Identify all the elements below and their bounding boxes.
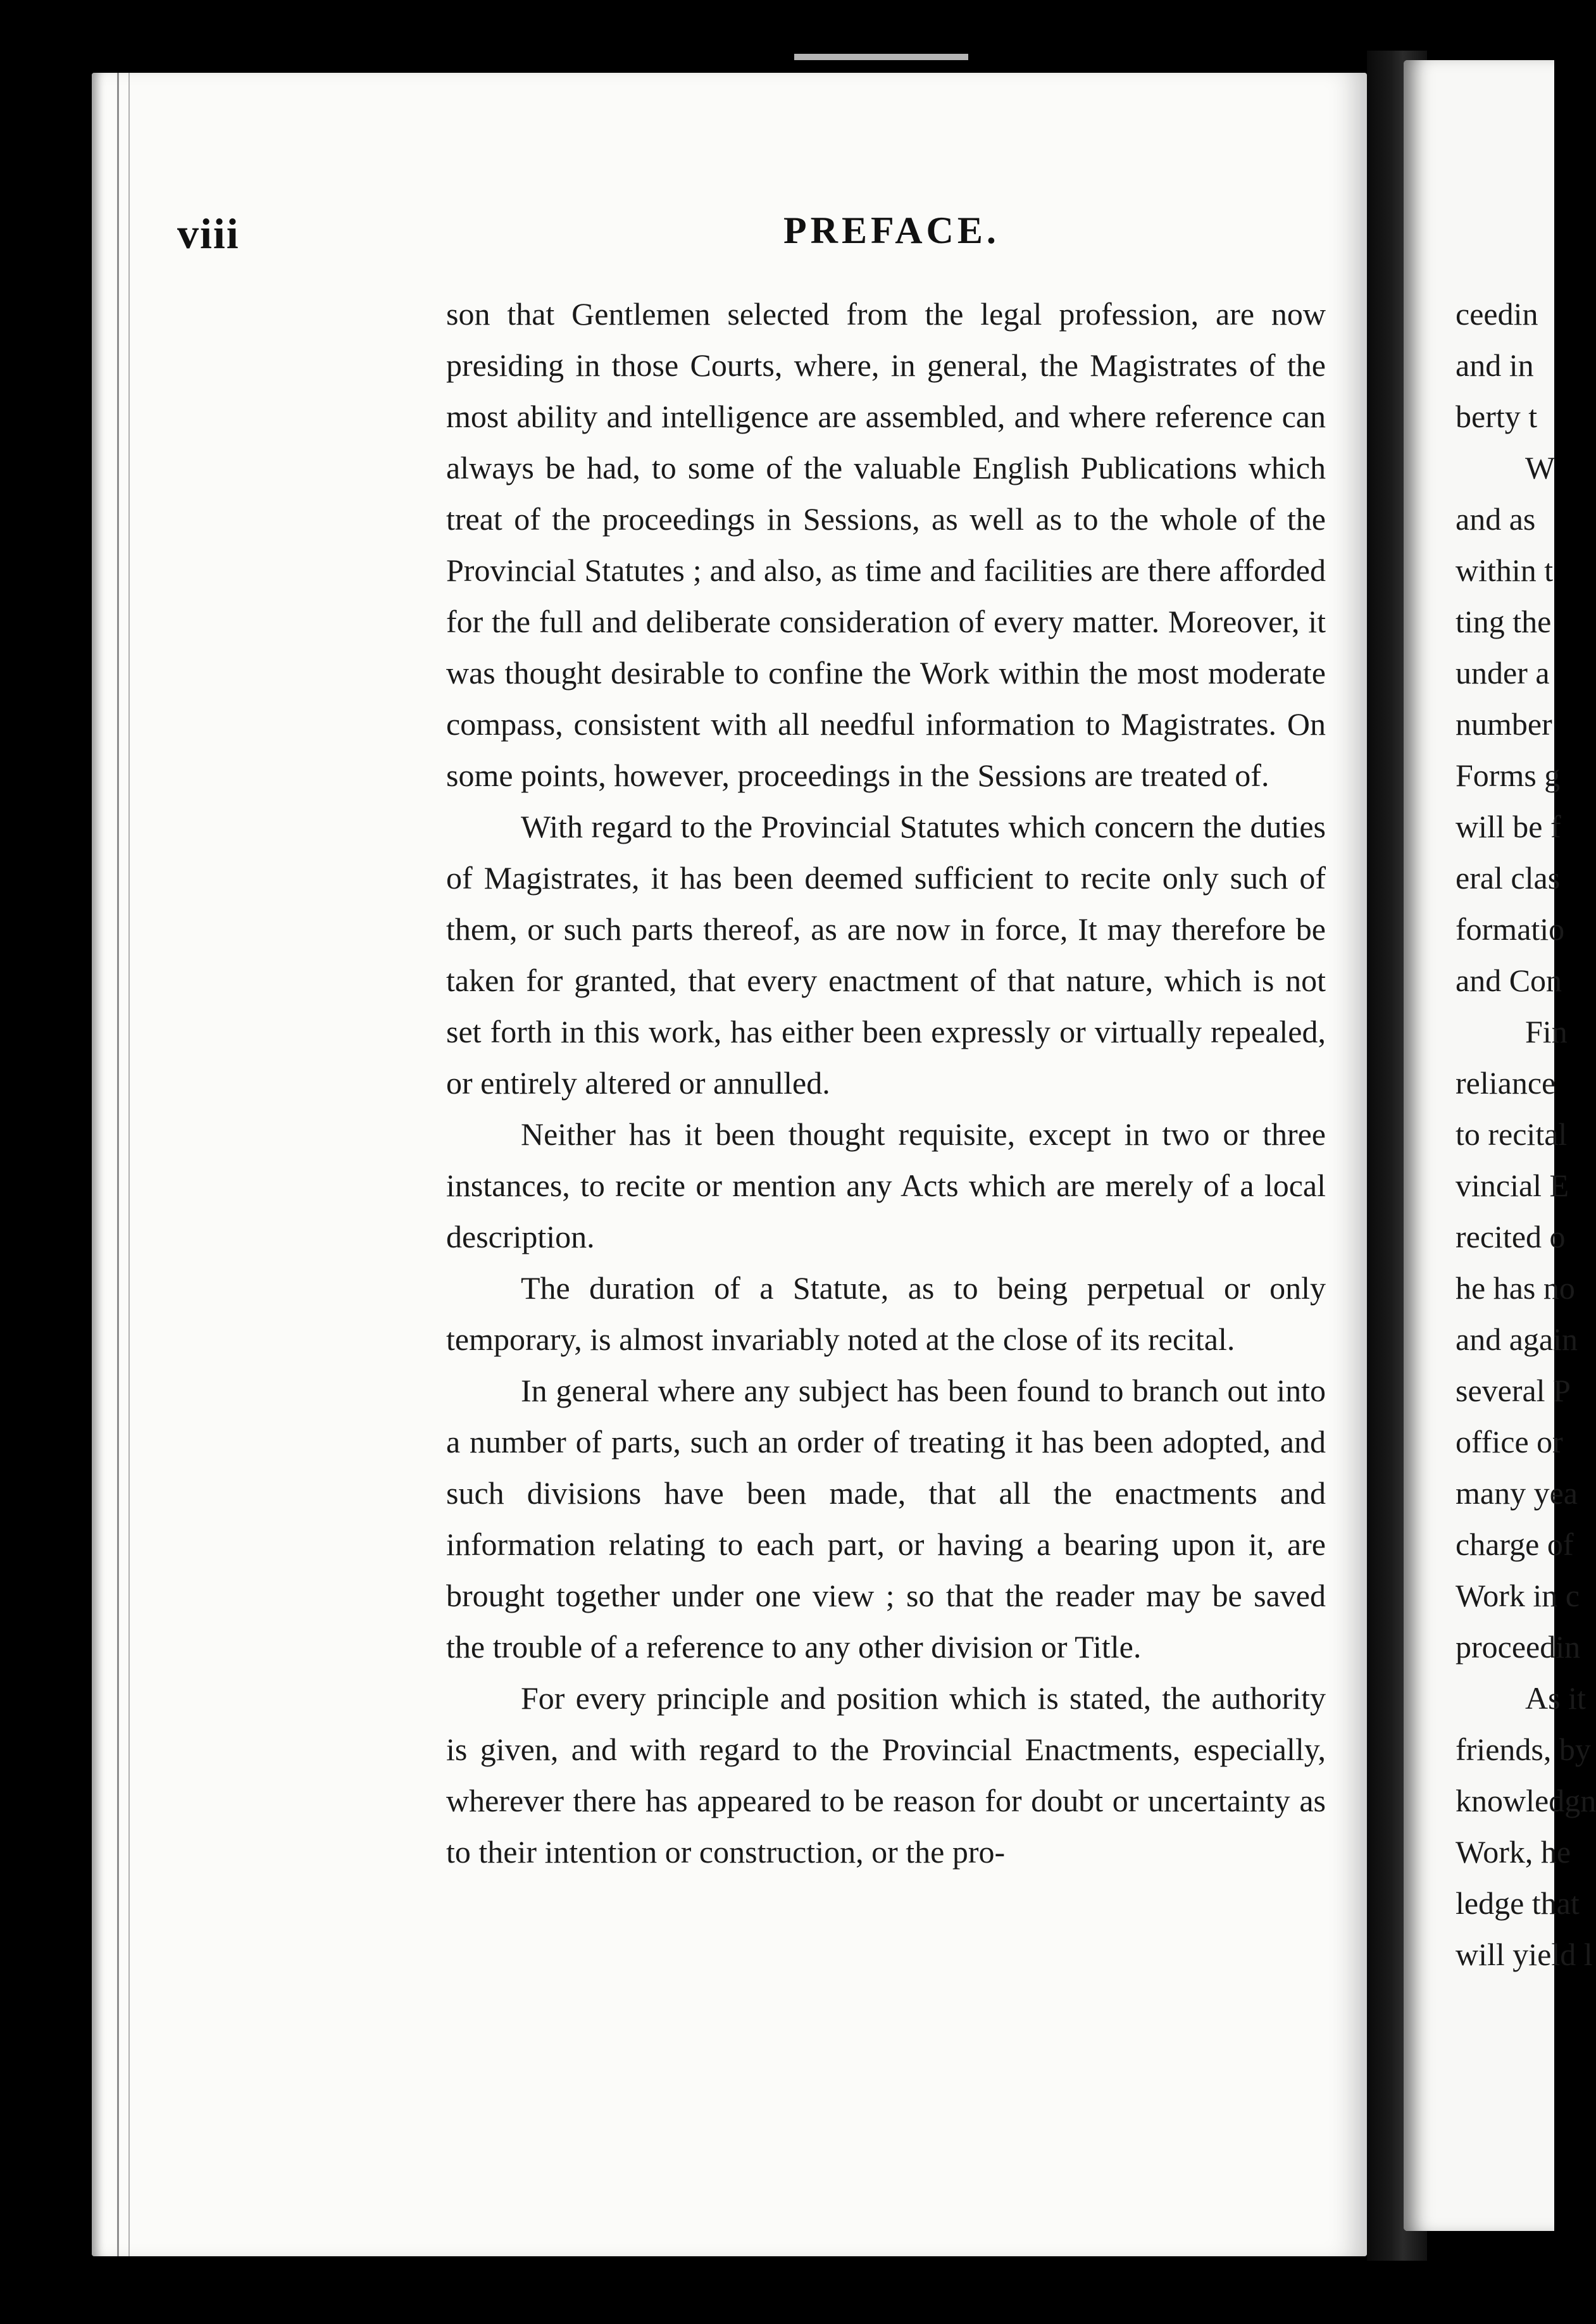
right-page-line: proceedin (1456, 1629, 1581, 1665)
paragraph: With regard to the Provincial Statutes which concern the duties of Magistrates, it has been deemed sufficient to recite only such of them, or such parts thereof, as are now in force, It may therefore be taken for granted, that every enactment of that nature, which is not set forth in this work, has either been expressly or virtually repealed, or entirely altered or annulled. (446, 809, 1326, 1101)
paragraph: The duration of a Statute, as to being perpetual or only temporary, is almost invariably noted at the close of its recital. (446, 1270, 1326, 1357)
right-page-line: within t (1456, 553, 1554, 588)
right-page-line: Fin (1525, 1014, 1568, 1049)
right-page-line: Forms g (1456, 758, 1561, 793)
right-page-line: eral clas (1456, 860, 1561, 896)
page-edge-line (128, 73, 130, 2256)
right-page-line: charge of (1456, 1527, 1574, 1562)
right-page-line: ledge that (1456, 1885, 1580, 1921)
paragraph: In general where any subject has been found to branch out into a number of parts, such an order of treating it has been adopted, and such divisions have been made, that all the enactments and information relating to each part, or having a bearing upon it, are brought together under one view ; so that the reader may be saved the trouble of a reference to any other division or Title. (446, 1373, 1326, 1665)
right-page-line: number (1456, 706, 1552, 742)
right-page-line: As it (1525, 1680, 1586, 1716)
right-page-line: reliance (1456, 1065, 1556, 1101)
left-page-body (446, 289, 1326, 1878)
right-page-line: under a (1456, 655, 1550, 690)
right-page-line: vincial E (1456, 1168, 1569, 1203)
right-page-line: Work, he (1456, 1834, 1571, 1870)
right-page-line: office or (1456, 1424, 1563, 1459)
right-page-line: ting the (1456, 604, 1552, 639)
page-number: viii (177, 209, 240, 258)
right-page-line: and in (1456, 347, 1534, 383)
page-edge-line (117, 73, 119, 2256)
right-page-line: Work in c (1456, 1578, 1580, 1613)
right-page-line: berty t (1456, 399, 1538, 434)
paragraph: Neither has it been thought requisite, except in two or three instances, to recite or mention any Acts which are merely of a local description. (446, 1116, 1326, 1254)
right-page-line: knowledgn (1456, 1783, 1596, 1818)
right-page-line: and Con (1456, 963, 1562, 998)
right-page-line: and as (1456, 501, 1536, 537)
right-page-line: W (1525, 450, 1555, 485)
right-page-body (1456, 289, 1596, 1980)
right-page-line: friends, by (1456, 1732, 1591, 1767)
right-page-line: formatio (1456, 911, 1565, 947)
right-page-line: ceedin (1456, 296, 1538, 332)
right-page-line: to recital (1456, 1116, 1568, 1152)
top-edge-strip (794, 54, 968, 60)
right-page-line: recited o (1456, 1219, 1566, 1254)
right-page-line: will be f (1456, 809, 1561, 844)
paragraph: For every principle and position which is stated, the authority is given, and with regard to the Provincial Enactments, especially, wherever there has appeared to be reason for doubt or uncertainty as to their intention or construction, or the pro- (446, 1680, 1326, 1870)
right-page-line: he has no (1456, 1270, 1575, 1306)
running-head: PREFACE. (783, 209, 1000, 251)
right-page-line: many yea (1456, 1475, 1578, 1511)
right-page-line: will yield l (1456, 1937, 1593, 1972)
right-page-line: and again (1456, 1321, 1578, 1357)
right-page-line: several P (1456, 1373, 1571, 1408)
paragraph: son that Gentlemen selected from the legal profession, are now presiding in those Courts, where, in general, the Magistrates of the most ability and intelligence are assembled, and where reference can always be had, to some of the valuable English Publications which treat of the proceedings in Sessions, as well as to the whole of the Provincial Statutes ; and also, as time and facilities are there afforded for the full and deliberate consideration of every matter. Moreover, it was thought desirable to confine the Work within the most moderate compass, consistent with all needful information to Magistrates. On some points, however, proceedings in the Sessions are treated of. (446, 296, 1326, 793)
